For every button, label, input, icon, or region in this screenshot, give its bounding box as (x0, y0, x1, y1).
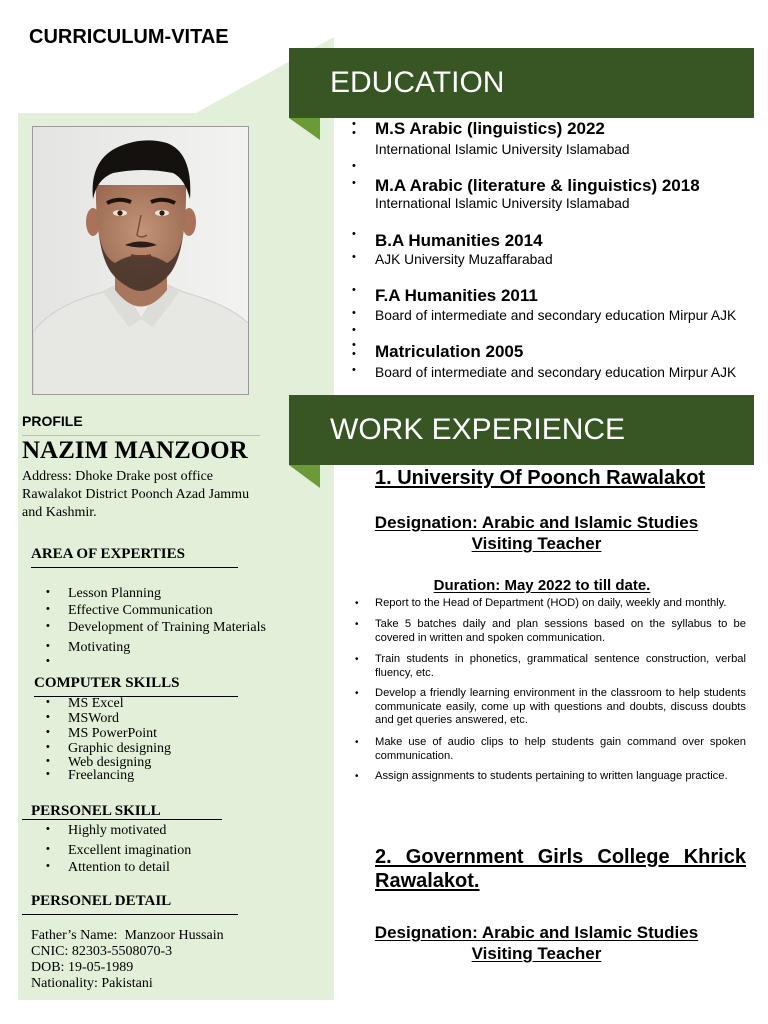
expertise-item: Lesson Planning (68, 586, 161, 601)
education-institution: International Islamic University Islamabad (375, 196, 630, 211)
bullet-icon: • (352, 127, 356, 139)
job-duty: Take 5 batches daily and plan sessions based on the syllabus to be covered in written and spoken communication. (375, 618, 746, 644)
fathers-name: Father’s Name: Manzoor Hussain (31, 928, 224, 943)
profile-heading: PROFILE (22, 413, 83, 429)
job-duty: Develop a friendly learning environment in the classroom to help students communicate easily, come up with questions and doubts, discuss doubts and get queries answered, etc. (375, 687, 746, 726)
bullet-icon: • (352, 364, 356, 376)
personal-skill-divider (22, 819, 222, 820)
document-title: CURRICULUM-VITAE (29, 26, 229, 48)
bullet-icon: • (352, 339, 356, 351)
personal-skill-item: Highly motivated (68, 823, 167, 838)
education-degree: Matriculation 2005 (375, 342, 524, 361)
bullet-icon: • (352, 251, 356, 263)
bullet-icon: • (46, 823, 50, 835)
expertise-item: Development of Training Materials (68, 620, 266, 635)
education-institution: Board of intermediate and secondary education Mirpur AJK (375, 308, 737, 323)
bullet-icon: • (46, 711, 50, 723)
computer-skill-item: Graphic designing (68, 741, 172, 756)
bullet-icon: • (352, 307, 356, 319)
bullet-icon: • (355, 654, 359, 665)
address: Address: Dhoke Drake post office Rawalakot District Poonch Azad Jammu and Kashmir. (22, 469, 250, 520)
profile-photo (32, 126, 249, 395)
personal-skill-heading: PERSONEL SKILL (31, 803, 161, 819)
education-degree: M.A Arabic (literature & linguistics) 2018 (375, 176, 700, 195)
job-designation: Designation: Arabic and Islamic Studies Visiting Teacher (374, 513, 699, 553)
job-duty: Make use of audio clips to help students gain command over spoken communication. (375, 736, 746, 762)
bullet-icon: • (352, 324, 356, 336)
computer-skill-item: MS Excel (68, 696, 124, 711)
education-degree: B.A Humanities 2014 (375, 231, 543, 250)
education-institution: Board of intermediate and secondary education Mirpur AJK (375, 365, 737, 380)
bullet-icon: • (355, 771, 359, 782)
bullet-icon: • (46, 603, 50, 615)
job-designation: Designation: Arabic and Islamic Studies Visiting Teacher (374, 923, 699, 963)
bullet-icon: • (352, 160, 356, 172)
cnic: CNIC: 82303-5508070-3 (31, 944, 173, 959)
bullet-icon: • (355, 688, 359, 699)
bullet-icon: • (46, 843, 50, 855)
job-duty: Report to the Head of Department (HOD) on daily, weekly and monthly. (375, 597, 727, 609)
bullet-icon: • (46, 741, 50, 753)
education-header-bar (289, 48, 754, 118)
work-heading: WORK EXPERIENCE (330, 413, 626, 446)
job-title: 1. University Of Poonch Rawalakot (375, 467, 706, 489)
bullet-icon: • (355, 598, 359, 609)
expertise-heading: AREA OF EXPERTIES (31, 546, 185, 562)
work-header-bar (289, 395, 754, 465)
expertise-item: Effective Communication (68, 603, 213, 618)
bullet-icon: • (352, 348, 356, 360)
bullet-icon: • (46, 768, 50, 780)
computer-skill-item: MSWord (68, 711, 119, 726)
bullet-icon: • (352, 118, 356, 130)
job-duration: Duration: May 2022 to till date. (433, 577, 651, 594)
bullet-icon: • (352, 228, 356, 240)
bullet-icon: • (46, 860, 50, 872)
nationality: Nationality: Pakistani (31, 976, 153, 991)
bullet-icon: • (46, 726, 50, 738)
education-institution: AJK University Muzaffarabad (375, 252, 553, 267)
job-duty: Assign assignments to students pertaining to written language practice. (375, 770, 728, 782)
bullet-icon: • (46, 755, 50, 767)
bullet-icon: • (46, 655, 50, 667)
expertise-item: Motivating (68, 640, 131, 655)
computer-skills-heading: COMPUTER SKILLS (34, 675, 180, 691)
computer-skill-item: MS PowerPoint (68, 726, 158, 741)
profile-divider (22, 435, 260, 436)
personal-skill-item: Excellent imagination (68, 843, 192, 858)
bullet-icon: • (352, 177, 356, 189)
job-title: 2. Government Girls College Khrick Rawalakot. (375, 846, 746, 892)
personal-detail-divider (22, 914, 238, 915)
expertise-divider (31, 567, 238, 568)
person-name: NAZIM MANZOOR (22, 437, 248, 464)
bullet-icon: • (46, 640, 50, 652)
computer-skill-item: Web designing (68, 755, 152, 770)
bullet-icon: • (355, 619, 359, 630)
job-duty: Train students in phonetics, grammatical sentence construction, verbal fluency, etc. (375, 653, 746, 679)
computer-skills-divider (34, 696, 238, 697)
computer-skill-item: Freelancing (68, 768, 135, 783)
bullet-icon: • (46, 586, 50, 598)
education-degree: M.S Arabic (linguistics) 2022 (375, 119, 605, 138)
bullet-icon: • (46, 620, 50, 632)
education-heading: EDUCATION (330, 66, 505, 99)
personal-skill-item: Attention to detail (68, 860, 170, 875)
bullet-icon: • (355, 737, 359, 748)
date-of-birth: DOB: 19-05-1989 (31, 960, 134, 975)
personal-detail-heading: PERSONEL DETAIL (31, 893, 172, 909)
bullet-icon: • (352, 284, 356, 296)
education-degree: F.A Humanities 2011 (375, 286, 538, 305)
bullet-icon: • (46, 696, 50, 708)
education-institution: International Islamic University Islamabad (375, 142, 630, 157)
